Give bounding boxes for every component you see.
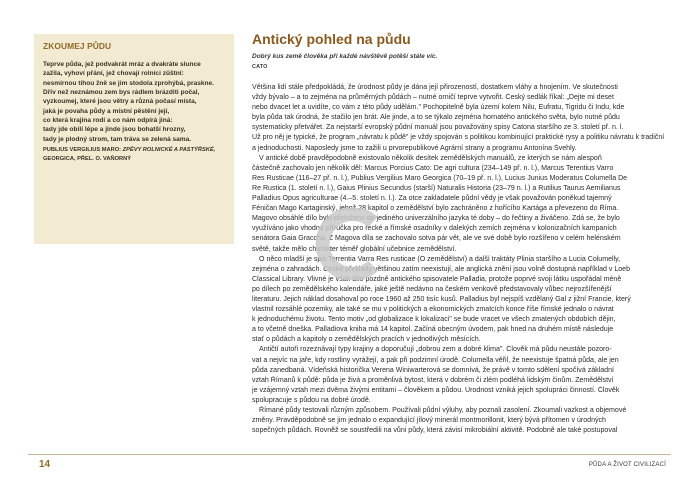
body-text-line: stať o půdách a kapitoly o zemědělských pracích v jednotlivých měsících. [252, 336, 481, 344]
body-text-line: Většina lidí stále předpokládá, že úrodnost půdy je dána její přirozeností, dostatkem vláhy a hnojením. Ve skutečnosti [252, 84, 618, 91]
poem-source-author: PUBLIUS VERGILIUS MARO: [43, 147, 122, 154]
body-text-line: V antické době pravděpodobně existovalo několik desítek zemědělských manuálů, ze kterých se nám alespoň [259, 154, 602, 162]
poem-line: tady jde obilí lépe a jinde jsou bohatší hrozny, [43, 126, 186, 134]
sidebar-title: ZKOUMEJ PŮDU [43, 41, 112, 51]
footer-rule [28, 454, 671, 455]
body-text-line: byla půda tak úrodná, že stačilo jen brát. Ale jinde, a to se týkalo zejména hornatého antického světa, bylo nutné půdu [252, 114, 620, 122]
poem-line: Dřív než neznámou zem bys rádlem brázditi počal, [43, 89, 200, 97]
body-text-line: Magovo obsáhlé dílo bylo přeloženo do jediného univerzálního jazyka té doby – do řečtiny a živáčeno. Zdá se, že bylo [252, 215, 620, 223]
body-text-line: světě, takže mělo charakter téměř globální učebnice zemědělství. [252, 245, 457, 253]
body-text-line: Re Rustica (1. století n. l.), Gaius Plinius Secundus (starší) Naturalis Historia (23–79 n. l.) a Rutilius Taurus Aemilianus [252, 184, 621, 192]
poem-line: jaká je povaha půdy a místní pěstění její, [43, 107, 170, 115]
body-text-line: a to včetně dneška. Palladiova kniha má 14 kapitol. Začíná obecným úvodem, pak hned na druhém místě následuje [252, 326, 614, 334]
body-text-line: vat a nejvíc na jaře, kdy rostliny vyrážejí, a pak při podzimní úrodě. Columella věřil, že neexistuje špatná půda, ale jen [252, 356, 619, 364]
epigraph-author: CATO [252, 64, 268, 70]
body-text-line: Res Rusticae (116–27 př. n. l.), Publius Vergilius Maro Georgica (70–19 př. n. l.), Lucius Junius Moderatus Columella De [252, 174, 628, 182]
body-text-line: vztah Římanů k půdě: půda je živá a proměnlivá bytost, která v dobrém či zlém podléhá lidským činům. Zemědělství [252, 376, 614, 384]
body-text-line: O něco mladší je spis Terrentia Varra Res rusticae (O zemědělství) a další traktáty Plinia staršího a Lucia Columelly, [259, 255, 621, 263]
body-text-line: systematicky přetvářet. Za nejstarší evropský půdní manuál jsou považovány spisy Catona staršího ze 3. století př. n. l. [252, 124, 624, 132]
poem [43, 60, 226, 144]
poem-source [43, 146, 226, 163]
poem-line: nesmírnou tíhou žně se jim stodola zprohýbá, praskne. [43, 79, 214, 87]
body-text-line: literaturu. Jejich náklad dosahoval po roce 1960 až 250 tisíc kusů. Palladius byl nejspíš vzdělaný Gal z jižní Francie, který [252, 295, 631, 303]
poem-sidebar [34, 34, 234, 244]
epigraph: Dobrý kus země člověka při každé návštěvě potěší stále víc. [252, 53, 438, 60]
poem-source-title: ZPĚVY ROLNICKÉ A PASTÝŘSKÉ, [122, 147, 216, 154]
body-text-line: spolupracuje s půdou na dobré úrodě. [252, 396, 371, 404]
body-text-line: a jednoduchosti. Naposledy jsme to zažili u prvorepublikové Agrární strany a programu Antonína Švehly. [252, 144, 577, 152]
body-text-line: sopečných půdách. Rovněž se soustředili na vůni půdy, která závisí mikrobiální aktivitě. Podobně ale také postupoval [252, 427, 618, 435]
body-text-line: Římané půdy testovali různým způsobem. Používali půdní výluhy, aby poznali zasolení. Zkoumali vazkost a objemové [259, 407, 627, 414]
body-text-line: Už pro něj je typické, že program „návratu k půdě" je vždy spojován s politikou kombinující praktické rysy a politiku návratu k tradiční [252, 134, 665, 142]
page-number: 14 [39, 459, 51, 470]
body-text-line: Antičtí autoři rozeznávají typy krajiny a doporučují „dobrou zem a dobré klima". Člověk má půdu neustále pozoro- [259, 346, 612, 354]
body-text-line: Classical Library. Vlivné je však dílo pozdně antického spisovatele Palladia, protože poprvé svoji látku uspořádal méně [252, 275, 622, 283]
body-text-line: změny. Pravděpodobně se jim jednalo o expandující jílový minerál montmorillonit, který bývá přítomen v úrodných [252, 417, 606, 425]
body-text-line: půda zanedbaná. Vídeňská historička Verena Winiwarterová se domnívá, že právě v tomto sdělení spočívá základní [252, 366, 614, 374]
article-title: Antický pohled na půdu [252, 31, 411, 47]
poem-line: zažila, vyhoví přání, jež chovají rolníci züštní: [43, 70, 184, 78]
poem-source-translator: GEORGICA, PŘEL. O. VAŇORNÝ [43, 155, 132, 162]
poem-line: tady je plodný strom, tam tráva se zelená sama. [43, 135, 192, 143]
body-text-line: využíváno jako vhodná příručka pro řecké a římské osadníky v dalekých zemích zejména v kolonizačních kampaních [252, 225, 617, 233]
poem-line: vyzkoumej, které jsou větry a různá počasí místa, [43, 98, 197, 106]
body-text-line: částečně zachovalo jen několik děl: Marcus Porcius Cato: De agri cultura (234–149 př. n. l.), Marcus Terentius Varro [252, 164, 614, 172]
body-text-line: je vzájemný vztah mezi dvěma živými entitami – člověkem a půdou. Úrodnost vzniká jejich spolupráci činností. Člověk [252, 386, 620, 394]
body-text-line: senátora Gaia Graccha. Z Magova díla se zachovalo sotva pár vět, ale ve své době bylo rozšířeno v celém helénském [252, 235, 621, 243]
body-text-line: po dílech po zemědělského kalendáře, jaké ještě nedávno na českém venkově představovaly vůbec nejrozšířenější [252, 285, 612, 293]
body-text-line: nebo dvacet let a uvidíte, co vám z této půdy udělám." Pochopitelně byla území kolem Nilu, Eufratu, Tigridu či Indu, kde [252, 104, 625, 112]
body-text-line: k jednoduchému životu. Tento motiv „od globalizace k lokalizaci" se bude vracet ve všech zmatených obdobích dějin, [252, 316, 616, 324]
body-text-line: vždy bývalo – a to zejména na průměrných půdách – nutné orničí teprve vytvořit. Český sedlák říkal: „Dejte mi deset [252, 94, 614, 102]
body-text-line: Féničan Mago Kartaginský, jehož 28 kapitol o zemědělství bylo zachráněno z hořícího Kartága a převezeno do Říma. [252, 205, 619, 213]
poem-line: Teprve půda, jež podvakrát mráz a dvakráte slunce [43, 61, 201, 68]
running-head: PŮDA A ŽIVOT CIVILIZACÍ [588, 462, 666, 468]
poem-line: co která krajina rodí a co nám odpírá jiná: [43, 117, 173, 125]
body-text-line: Palladius Opus agriculturae (4.–5. století n. l.). Za otce zakladatele půdní vědy je však považován poněkud tajemný [252, 195, 612, 203]
body-text-line: vlastnil rozsáhlé pozemky, ale také se mu v politických a ekonomických zmatcích konce říše římské jednalo o návrat [252, 306, 614, 314]
body-text-line: zejména o zahradách. České překlady většinou zatím neexistují, ale anglická znění jsou volně dostupná například v Loeb [252, 265, 631, 273]
watermark-logo [313, 208, 391, 280]
